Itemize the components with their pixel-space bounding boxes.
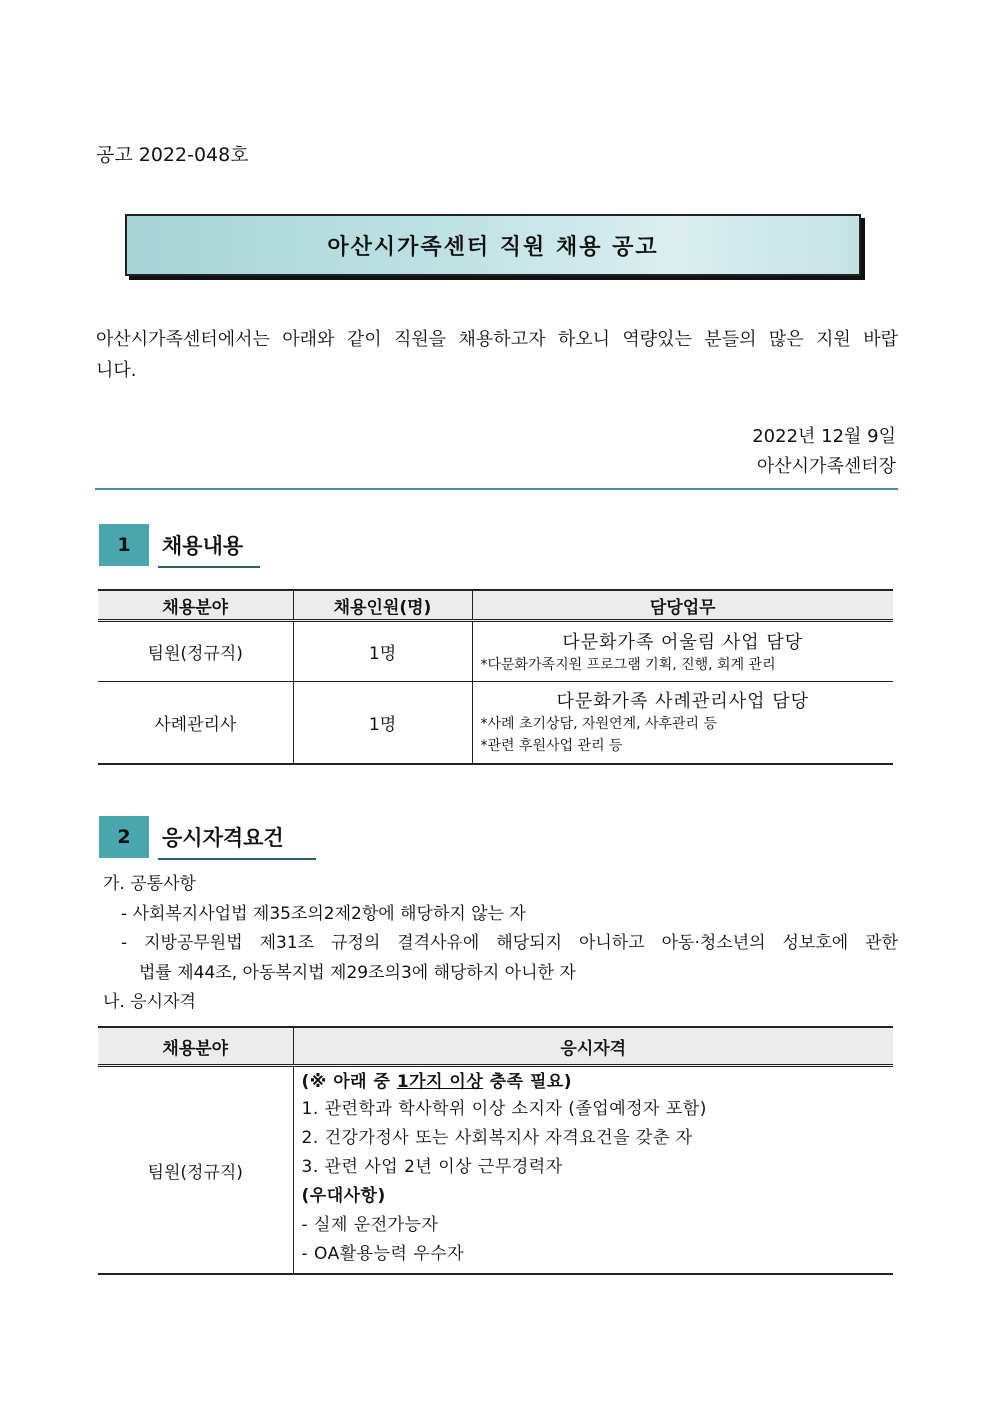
duty-note: *사례 초기상담, 자원연계, 사후관리 등 bbox=[480, 716, 718, 733]
note-suffix: 충족 필요) bbox=[483, 1072, 573, 1092]
recruitment-table bbox=[98, 589, 893, 765]
issue-date: 2022년 12월 9일 bbox=[752, 426, 896, 447]
page-title: 아산시가족센터 직원 채용 공고 bbox=[125, 214, 861, 276]
issuer: 아산시가족센터장 bbox=[756, 456, 896, 477]
row-duty bbox=[472, 621, 893, 682]
qualification-heading: 나. 응시자격 bbox=[103, 992, 196, 1012]
notice-number: 공고 2022-048호 bbox=[96, 144, 249, 166]
duty-note: *다문화가족지원 프로그램 기획, 진행, 회계 관리 bbox=[480, 656, 776, 673]
col-header-qualification: 응시자격 bbox=[293, 1027, 893, 1066]
common-item: - 지방공무원법 제31조 규정의 결격사유에 해당되지 아니하고 아동·청소년의 성보호에 관한 bbox=[121, 933, 898, 953]
section1-title: 채용내용 bbox=[158, 530, 260, 568]
col-header-duty: 담당업무 bbox=[472, 590, 893, 621]
row-duty bbox=[472, 682, 893, 764]
qualification-note bbox=[294, 1069, 894, 1095]
note-prefix: (※ 아래 중 bbox=[301, 1072, 397, 1092]
preference-heading: (우대사항) bbox=[301, 1186, 386, 1206]
table-row bbox=[98, 682, 893, 764]
row-count: 1명 bbox=[293, 682, 472, 764]
duty-note: *관련 후원사업 관리 등 bbox=[480, 738, 623, 755]
row-count: 1명 bbox=[293, 621, 472, 682]
col-header-field: 채용분야 bbox=[98, 1027, 293, 1066]
table-row bbox=[98, 621, 893, 682]
requirements bbox=[103, 870, 898, 1018]
qualification-item: 2. 건강가정사 또는 사회복지사 자격요건을 갖춘 자 bbox=[301, 1128, 693, 1148]
col-header-count: 채용인원(명) bbox=[293, 590, 472, 621]
preference-item: - OA활용능력 우수자 bbox=[301, 1244, 465, 1264]
common-heading: 가. 공통사항 bbox=[103, 874, 196, 894]
row-field: 사례관리사 bbox=[98, 682, 293, 764]
row-field: 팀원(정규직) bbox=[98, 1066, 293, 1275]
qualification-item: 3. 관련 사업 2년 이상 근무경력자 bbox=[301, 1157, 563, 1177]
common-item: - 사회복지사업법 제35조의2제2항에 해당하지 않는 자 bbox=[121, 903, 526, 924]
row-qualifications bbox=[293, 1066, 893, 1275]
preference-item: - 실제 운전가능자 bbox=[301, 1215, 439, 1235]
duty-main: 다문화가족 어울림 사업 담당 bbox=[562, 631, 804, 653]
qualification-table bbox=[98, 1026, 893, 1275]
duty-main: 다문화가족 사례관리사업 담당 bbox=[556, 691, 809, 713]
common-item-continued: 법률 제44조, 아동복지법 제29조의3에 해당하지 아니한 자 bbox=[139, 962, 576, 983]
section1-number: 1 bbox=[99, 524, 149, 566]
date-block bbox=[752, 422, 896, 482]
note-underlined: 1가지 이상 bbox=[396, 1072, 484, 1092]
qualification-item: 1. 관련학과 학사학위 이상 소지자 (졸업예정자 포함) bbox=[301, 1099, 707, 1119]
table-row bbox=[98, 1066, 893, 1275]
row-field: 팀원(정규직) bbox=[98, 621, 293, 682]
section2-number: 2 bbox=[99, 816, 149, 858]
section2-title: 응시자격요건 bbox=[158, 822, 316, 860]
col-header-field: 채용분야 bbox=[98, 590, 293, 621]
divider bbox=[95, 488, 898, 490]
intro-text: 아산시가족센터에서는 아래와 같이 직원을 채용하고자 하오니 역량있는 분들의 많은 지원 바랍니다. bbox=[96, 329, 898, 381]
